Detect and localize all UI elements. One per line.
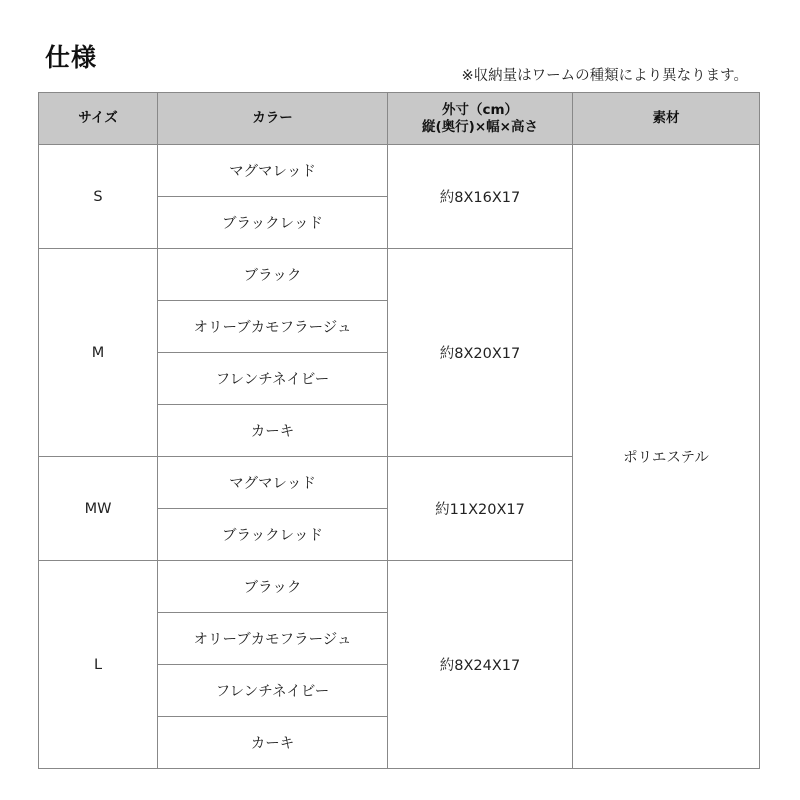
header-dimensions-line2: 縦(奥行)×幅×高さ xyxy=(422,118,538,135)
size-cell-m: M xyxy=(39,249,158,457)
header-dimensions xyxy=(388,93,573,145)
color-cell: ブラックレッド xyxy=(158,509,388,561)
color-cell: フレンチネイビー xyxy=(158,665,388,717)
header-material: 素材 xyxy=(573,93,760,145)
size-cell-s: S xyxy=(39,145,158,249)
spec-table xyxy=(38,92,760,769)
dimensions-cell-l: 約8X24X17 xyxy=(388,561,573,769)
color-cell: カーキ xyxy=(158,717,388,769)
table-header-row xyxy=(39,93,760,145)
page-title: 仕様 xyxy=(45,43,98,72)
color-cell: ブラックレッド xyxy=(158,197,388,249)
color-cell: オリーブカモフラージュ xyxy=(158,613,388,665)
color-cell: カーキ xyxy=(158,405,388,457)
color-cell: ブラック xyxy=(158,249,388,301)
color-cell: オリーブカモフラージュ xyxy=(158,301,388,353)
capacity-note: ※収納量はワームの種類により異なります。 xyxy=(461,68,748,84)
material-cell: ポリエステル xyxy=(573,145,760,769)
dimensions-cell-mw: 約11X20X17 xyxy=(388,457,573,561)
dimensions-cell-m: 約8X20X17 xyxy=(388,249,573,457)
header-dimensions-line1: 外寸（cm） xyxy=(441,101,519,118)
table-row xyxy=(39,145,760,197)
color-cell: マグマレッド xyxy=(158,457,388,509)
color-cell: ブラック xyxy=(158,561,388,613)
header-size: サイズ xyxy=(39,93,158,145)
color-cell: フレンチネイビー xyxy=(158,353,388,405)
color-cell: マグマレッド xyxy=(158,145,388,197)
size-cell-l: L xyxy=(39,561,158,769)
dimensions-cell-s: 約8X16X17 xyxy=(388,145,573,249)
size-cell-mw: MW xyxy=(39,457,158,561)
header-color: カラー xyxy=(158,93,388,145)
